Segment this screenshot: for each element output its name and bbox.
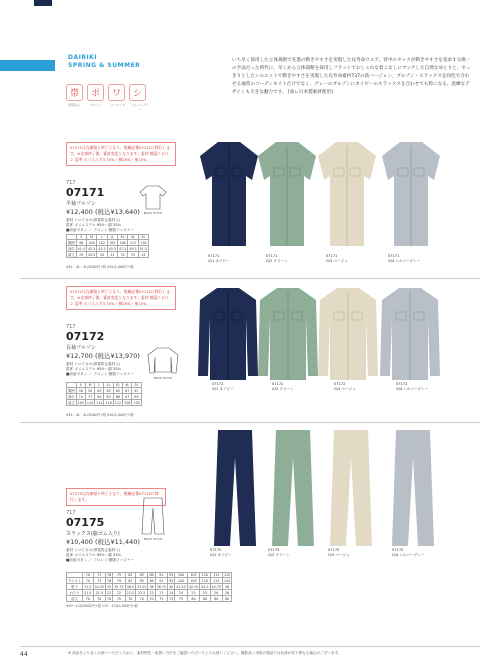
table-row: [67, 596, 232, 602]
size-cell: 82: [125, 573, 135, 578]
section-color-bar: [0, 60, 55, 71]
table-cell: 74: [76, 394, 85, 400]
table-cell: 43.5: [201, 584, 209, 589]
page-number: 44: [20, 651, 28, 658]
table-cell: 30: [97, 252, 107, 258]
table-cell: 115: [210, 578, 222, 584]
table-cell: 114: [96, 400, 103, 405]
size-cell: 100: [175, 573, 187, 578]
size-table: [66, 572, 232, 602]
table-cell: 110: [200, 578, 210, 584]
slacks-green: [270, 428, 316, 548]
product-spec: [66, 218, 186, 233]
table-cell: 91: [155, 578, 167, 584]
table-cell: 102: [97, 240, 107, 246]
size-footnote: ※EL・4L・5L/3000円+税 ※5L/1,000円+税: [66, 413, 134, 417]
size-cell: LL: [104, 383, 113, 388]
table-cell: 75: [169, 596, 174, 601]
row-header: 総丈: [67, 596, 83, 602]
row-header: 股下: [67, 584, 83, 590]
variant-code: 07175: [328, 548, 340, 552]
table-cell: 108: [117, 240, 127, 246]
slacks-silver: [390, 428, 436, 548]
size-cell: LL: [107, 235, 117, 240]
variant-color: G/3 ベージュ: [326, 259, 348, 263]
product-code: 07172: [66, 330, 105, 343]
table-cell: 47.5: [118, 246, 127, 251]
icon-label: 帯電防止: [67, 103, 80, 107]
variant-color: G/1 ネイビー: [210, 553, 232, 557]
table-cell: 70: [113, 596, 125, 602]
table-cell: 21.5: [93, 590, 105, 596]
variant-color: G/1 ネイビー: [208, 259, 230, 263]
section-divider: [20, 278, 480, 279]
spec-line: ■前留ボタン ／ フロント:樹脂ファスナー: [66, 372, 134, 376]
table-cell: 70: [83, 578, 93, 584]
size-cell: 120: [224, 573, 231, 577]
variant-label: [334, 382, 356, 392]
variant-code: 07175: [210, 548, 222, 552]
product-code: 07171: [66, 186, 105, 199]
table-cell: 122: [114, 400, 122, 405]
table-cell: 22: [113, 590, 125, 596]
size-cell: EL: [117, 235, 127, 240]
table-cell: 22.5: [135, 590, 147, 596]
product-name: スラックス(脇ゴム入り): [66, 531, 120, 537]
size-cell: 73: [93, 573, 105, 578]
brand-heading: [68, 54, 140, 70]
variant-label: [212, 382, 234, 392]
row-header: 胸囲: [68, 389, 75, 393]
variant-code: 07171: [266, 254, 278, 258]
table-cell: 59: [85, 388, 94, 394]
table-cell: 41.5: [77, 246, 85, 251]
size-cell: 88: [149, 573, 154, 577]
size-cell: 91: [155, 573, 167, 578]
intro-body: いち早く採用した立体裁断で先進の動きやすさを実現した長寿命ウエア。背中のタックが動きやすさを追求する唯一の手法だった時代に、早くから立体裁断を採用しフラットでおしゃれな着こなしにマッチした自然なゆとりと、すっきりとしたシルエットで動きやすさを実現した長寿命素材737の新バージョン。ブルゾン・スラックスを同色で合わせる通常のコーディネイトだけでなく、グレーのブルゾンにネイビーのスラックスを合わせても粋になる、洗練なデザインも大きな魅力です。: [232, 58, 471, 95]
product-series: 717: [66, 324, 76, 330]
icon-label: ポケット: [90, 103, 102, 107]
size-cell: 76: [106, 573, 112, 577]
size-cell: 110: [200, 573, 210, 578]
variant-code: 07172: [334, 382, 346, 386]
table-row: [67, 252, 149, 258]
table-cell: 32: [117, 252, 127, 258]
row-header: ウエスト: [68, 579, 82, 583]
table-cell: 40: [169, 584, 174, 589]
variant-label: [328, 548, 350, 558]
variant-label: [392, 548, 424, 558]
variant-code: 07171: [326, 254, 338, 258]
table-cell: 95: [169, 578, 174, 583]
row-header: 袖丈: [68, 253, 75, 257]
spec-line: 混率 ポリエステル 65%・綿 35%: [66, 223, 122, 227]
table-cell: 73: [93, 578, 105, 584]
table-cell: 34: [138, 252, 148, 258]
back-style-sketch: [146, 345, 180, 375]
row-header: 胸囲: [68, 241, 75, 245]
size-cell: M: [85, 383, 94, 388]
size-cell: 105: [187, 573, 199, 578]
footer-divider: [20, 646, 480, 647]
jacket-green-long: [256, 284, 320, 384]
table-cell: 37.25: [136, 584, 147, 589]
table-cell: 112: [128, 240, 138, 246]
size-cell: 4L: [128, 235, 138, 240]
table-cell: 58: [76, 388, 85, 394]
back-style-label: BACK STYLE: [143, 211, 163, 215]
table-cell: 35.75: [114, 584, 124, 589]
table-cell: 116: [138, 240, 148, 246]
back-style-label: BACK STYLE: [153, 376, 173, 380]
size-cell: 85: [135, 573, 147, 578]
table-cell: 120: [224, 578, 231, 583]
table-cell: 79: [113, 578, 125, 584]
table-cell: 70: [93, 596, 105, 602]
intro-text: [232, 57, 472, 97]
table-cell: 83: [104, 394, 113, 400]
season-label: SPRING & SUMMER: [68, 62, 141, 69]
bottom-notice: ※ 商品をより良くお使いいただくために、素材特性・取扱い方法をご確認いただいた上でお使いください。撮影品と実際の製品では色味が若干異なる場合がございます。: [68, 651, 342, 655]
variant-color: G/3 ベージュ: [334, 387, 356, 391]
variant-code: 07172: [396, 382, 408, 386]
jacket-navy-long: [196, 284, 260, 384]
table-cell: 41.25: [176, 584, 186, 589]
variant-label: [268, 548, 290, 558]
spec-line: ■前留ボタン ／ フロント:樹脂ファスナー: [66, 558, 134, 562]
table-cell: 100: [86, 240, 96, 246]
table-cell: 25: [187, 590, 199, 596]
variant-label: [272, 382, 294, 392]
back-style-sketch: [138, 183, 168, 211]
table-cell: 67: [132, 388, 141, 394]
table-cell: 77: [85, 394, 94, 400]
table-cell: 105: [77, 400, 84, 405]
spec-line: 混率 ポリエステル 65%・綿 35%: [66, 367, 122, 371]
one-touch-icon: ワ: [108, 84, 125, 101]
variant-code: 07171: [208, 254, 220, 258]
table-cell: 38: [149, 584, 154, 589]
product-name: 半袖ブルゾン: [66, 201, 96, 207]
spec-line: ■前留ボタン ／ フロント:樹脂ファスナー: [66, 228, 134, 232]
intro-tail: [東レ日本製素材使用]: [287, 90, 333, 95]
table-cell: 45.5: [108, 246, 116, 251]
table-cell: 88: [149, 578, 154, 583]
variant-color: G/3 ベージュ: [328, 553, 350, 557]
table-cell: 126: [124, 400, 131, 405]
product-price: ¥12,400 (税込¥13,640): [66, 208, 140, 216]
variant-color: G/2 グリーン: [266, 259, 288, 263]
table-row: [67, 400, 142, 406]
product-name: 長袖ブルゾン: [66, 345, 96, 351]
spec-line: 混率 ポリエステル 65%・綿 35%: [66, 553, 122, 557]
table-cell: 70: [83, 596, 93, 602]
variant-code: 07175: [268, 548, 280, 552]
section-divider: [20, 422, 480, 423]
slacks-beige: [328, 428, 374, 548]
table-cell: 105: [187, 578, 199, 584]
table-cell: 105: [107, 240, 117, 246]
variant-color: G/4 シルバーグレー: [396, 387, 429, 391]
table-cell: 44.75: [211, 584, 221, 589]
size-table: [66, 382, 142, 406]
table-cell: 62: [95, 388, 104, 394]
variant-label: [326, 254, 348, 264]
size-cell: L: [95, 383, 104, 388]
table-cell: 42.5: [87, 246, 96, 251]
size-cell: 4L: [123, 383, 132, 388]
product-notice: 07172は在庫限り終了となり、後継品番07172に移行します。※在庫終了後、素材変更となります。素材 綿混ニビロン 混率 ポリエステル70%・綿20%・他10%: [66, 286, 176, 310]
variant-code: 07172: [212, 382, 224, 386]
table-cell: 82: [125, 578, 135, 584]
table-cell: 51.5: [139, 246, 147, 251]
table-cell: 80: [200, 596, 210, 602]
brand-name: DAIRIKI: [68, 54, 98, 61]
size-cell: L: [97, 235, 107, 240]
variant-color: G/2 グリーン: [272, 387, 294, 391]
spec-line: 素材 トロピカル(帯電防止素材入): [66, 548, 121, 552]
table-cell: 80: [95, 394, 104, 400]
jacket-beige-long: [316, 284, 380, 384]
table-cell: 63: [104, 388, 113, 394]
back-style-label: BACK STYLE: [143, 537, 163, 541]
table-cell: 75: [155, 596, 167, 602]
size-table: [66, 234, 149, 258]
table-cell: 76: [106, 578, 112, 583]
size-cell: S: [76, 235, 86, 240]
size-cell: 95: [169, 573, 174, 577]
variant-label: [210, 548, 232, 558]
table-cell: 89: [132, 394, 141, 400]
table-cell: 118: [105, 400, 112, 405]
variant-label: [388, 254, 420, 264]
product-spec: [66, 548, 186, 563]
size-cell: 5L: [138, 235, 148, 240]
table-cell: 49.5: [129, 246, 137, 251]
size-cell: M: [86, 235, 96, 240]
variant-code: 07172: [272, 382, 284, 386]
table-cell: 65: [113, 388, 122, 394]
variant-color: G/4 シルバーグレー: [392, 553, 425, 557]
table-cell: 29.5: [87, 252, 96, 257]
product-code: 07175: [66, 516, 105, 529]
variant-label: [396, 382, 428, 392]
table-cell: 87: [123, 394, 132, 400]
table-cell: 24: [169, 590, 174, 595]
table-cell: 21.5: [84, 590, 92, 595]
table-cell: 23: [149, 590, 154, 595]
table-cell: 80: [210, 596, 222, 602]
size-cell: 79: [113, 573, 125, 578]
feature-icons: [66, 84, 146, 101]
jacket-navy-short: [198, 138, 260, 250]
table-cell: 31.5: [84, 584, 92, 589]
top-tab: [34, 0, 52, 6]
variant-color: G/1 ネイビー: [212, 387, 234, 391]
table-cell: 70: [106, 596, 112, 601]
row-header: 袖丈: [68, 401, 75, 405]
table-cell: 38.75: [156, 584, 167, 589]
table-cell: 35: [106, 584, 112, 589]
table-cell: 36.5: [126, 584, 134, 589]
table-cell: 33: [128, 252, 138, 258]
table-cell: 70: [125, 596, 135, 602]
pocket-icon: ポ: [87, 84, 104, 101]
jacket-beige-short: [316, 138, 378, 250]
back-style-sketch: [140, 496, 166, 536]
table-cell: 86: [113, 394, 122, 400]
feature-icon-labels: [64, 103, 150, 111]
table-cell: 110: [86, 400, 94, 405]
size-cell: 115: [210, 573, 222, 578]
product-series: 717: [66, 180, 76, 186]
table-cell: 24: [175, 590, 187, 596]
table-cell: 22: [106, 590, 112, 595]
jacket-silver-long: [378, 284, 442, 384]
jacket-silver-short: [380, 138, 442, 250]
size-cell: S: [76, 383, 85, 388]
table-cell: 26: [210, 590, 222, 596]
variant-code: 07171: [388, 254, 400, 258]
table-cell: 46: [223, 584, 232, 590]
table-cell: 70: [135, 596, 147, 602]
table-cell: 100: [175, 578, 187, 584]
spec-line: 素材 トロピカル(帯電防止素材入): [66, 218, 121, 222]
silver-grey-icon: シ: [129, 84, 146, 101]
row-header: わたり: [67, 590, 83, 596]
table-cell: 43.5: [98, 246, 106, 251]
icon-label: シルバーグレー: [131, 103, 149, 111]
product-notice: 07175は在庫限り終了となり、後継品番07175に移行します。: [66, 488, 166, 506]
row-header: 肩巾: [68, 395, 75, 399]
variant-code: 07175: [392, 548, 404, 552]
row-header: 肩巾: [68, 247, 75, 251]
size-cell: 5L: [132, 383, 141, 388]
jacket-green-short: [256, 138, 318, 250]
product-series: 717: [66, 510, 76, 516]
table-cell: 34.25: [94, 584, 104, 589]
size-footnote: ※EL・4L・5L/3000円+税 ※5L/1,000円+税: [66, 265, 134, 269]
table-cell: 80: [187, 596, 199, 602]
icon-label: ワンタッチ: [110, 103, 126, 107]
table-cell: 80: [223, 596, 232, 602]
size-footnote: ※97~110/3000円+税 115・120/1,000円+税: [66, 604, 138, 608]
variant-color: G/2 グリーン: [268, 553, 290, 557]
table-cell: 42.25: [188, 584, 199, 589]
table-cell: 22.5: [126, 590, 134, 595]
table-cell: 67: [123, 388, 132, 394]
product-price: ¥12,700 (税込¥13,970): [66, 352, 140, 360]
table-cell: 23: [155, 590, 167, 596]
slacks-navy: [212, 428, 258, 548]
table-cell: 130: [133, 400, 140, 405]
table-cell: 85: [135, 578, 147, 584]
spec-line: 素材 トロピカル(帯電防止素材入): [66, 362, 121, 366]
product-notice: 07171は在庫限り終了となり、後継品番07171に移行します。※在庫終了後、素材変更となります。素材 綿混ニビロン 混率 ポリエステル70%・綿20%・他10%: [66, 142, 176, 166]
antistatic-icon: 帯: [66, 84, 83, 101]
table-cell: 29: [76, 252, 86, 258]
product-price: ¥10,400 (税込¥11,440): [66, 538, 140, 546]
variant-label: [208, 254, 230, 264]
variant-label: [266, 254, 288, 264]
table-cell: 75: [175, 596, 187, 602]
table-cell: 26: [223, 590, 232, 596]
table-cell: 31: [107, 252, 117, 258]
variant-color: G/4 シルバーグレー: [388, 259, 421, 263]
size-cell: 70: [83, 573, 93, 578]
size-cell: EL: [113, 383, 122, 388]
table-cell: 98: [76, 240, 86, 246]
table-cell: 70: [149, 596, 154, 601]
table-cell: 25: [200, 590, 210, 596]
